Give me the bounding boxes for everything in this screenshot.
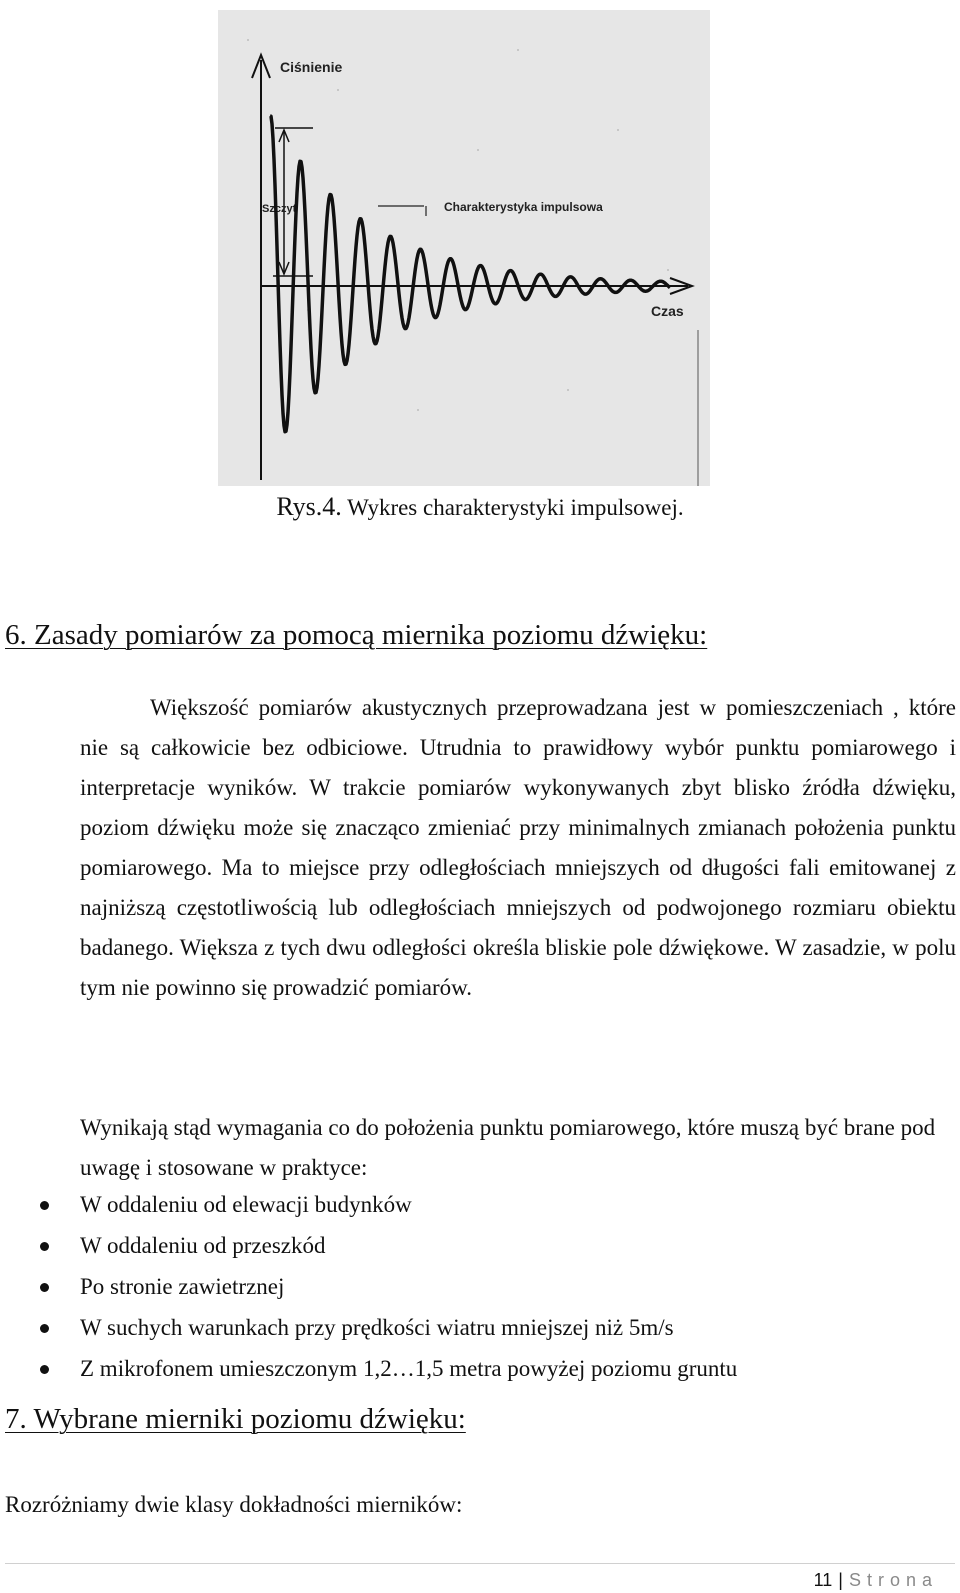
page-footer: [814, 1568, 938, 1592]
list-item-text: W suchych warunkach przy prędkości wiatru mniejszej niż 5m/s: [80, 1315, 674, 1340]
requirements-list: [0, 1190, 737, 1395]
list-item: [0, 1190, 737, 1231]
footer-page-word: Strona: [848, 1570, 938, 1590]
peak-label: Szczyt: [262, 203, 297, 215]
bullet: [40, 1283, 49, 1292]
list-item-text: W oddaleniu od elewacji budynków: [80, 1192, 412, 1217]
list-item-text: W oddaleniu od przeszkód: [80, 1233, 326, 1258]
list-item: [0, 1313, 737, 1354]
pressure-label: Ciśnienie: [280, 59, 343, 75]
list-item-text: Z mikrofonem umieszczonym 1,2…1,5 metra powyżej poziomu gruntu: [80, 1356, 738, 1381]
figure-caption-text: Wykres charakterystyki impulsowej.: [341, 495, 684, 520]
bullet: [40, 1365, 49, 1374]
footer-separator: |: [838, 1570, 843, 1590]
characteristic-label: Charakterystyka impulsowa: [444, 200, 603, 214]
bullet: [40, 1242, 49, 1251]
impulse-response-figure: [218, 10, 710, 486]
section-6-paragraph-2: Wynikają stąd wymagania co do położenia punktu pomiarowego, które muszą być brane pod uwagę i stosowane w praktyce:: [80, 1115, 936, 1180]
section-7-heading: 7. Wybrane mierniki poziomu dźwięku:: [5, 1403, 466, 1435]
list-item: [0, 1272, 737, 1313]
impulse-response-graph: [218, 10, 710, 486]
figure-number: Rys.4.: [276, 492, 342, 521]
list-item-text: Po stronie zawietrznej: [80, 1274, 285, 1299]
list-item: [0, 1354, 737, 1395]
figure-caption: [0, 492, 960, 523]
time-label: Czas: [651, 303, 684, 319]
section-6-heading: 6. Zasady pomiarów za pomocą miernika poziomu dźwięku:: [5, 619, 708, 651]
page-number: 11: [813, 1570, 833, 1590]
section-6-paragraph: Większość pomiarów akustycznych przeprowadzana jest w pomieszczeniach , które nie są całkowicie bez odbiciowe. Utrudnia to prawidłowy wybór punktu pomiarowego i interpretacje wyników. W trakcie pomiarów wykonywanych zbyt blisko źródła dźwięku, poziom dźwięku może się znacząco zmieniać przy minimalnych zmianach położenia punktu pomiarowego. Ma to miejsce przy odległościach mniejszych od długości fali emitowanej z najniższą częstotliwością lub odległościach mniejszych od podwojonego rozmiaru obiektu badanego. Większa z tych dwu odległości określa bliskie pole dźwiękowe. W zasadzie, w polu tym nie powinno się prowadzić pomiarów.: [80, 695, 956, 1000]
bullet: [40, 1201, 49, 1210]
bullet: [40, 1324, 49, 1333]
footer-divider: [5, 1563, 955, 1564]
impulse-waveform: [270, 116, 670, 432]
section-7-intro: Rozróżniamy dwie klasy dokładności mierników:: [5, 1492, 463, 1517]
list-item: [0, 1231, 737, 1272]
